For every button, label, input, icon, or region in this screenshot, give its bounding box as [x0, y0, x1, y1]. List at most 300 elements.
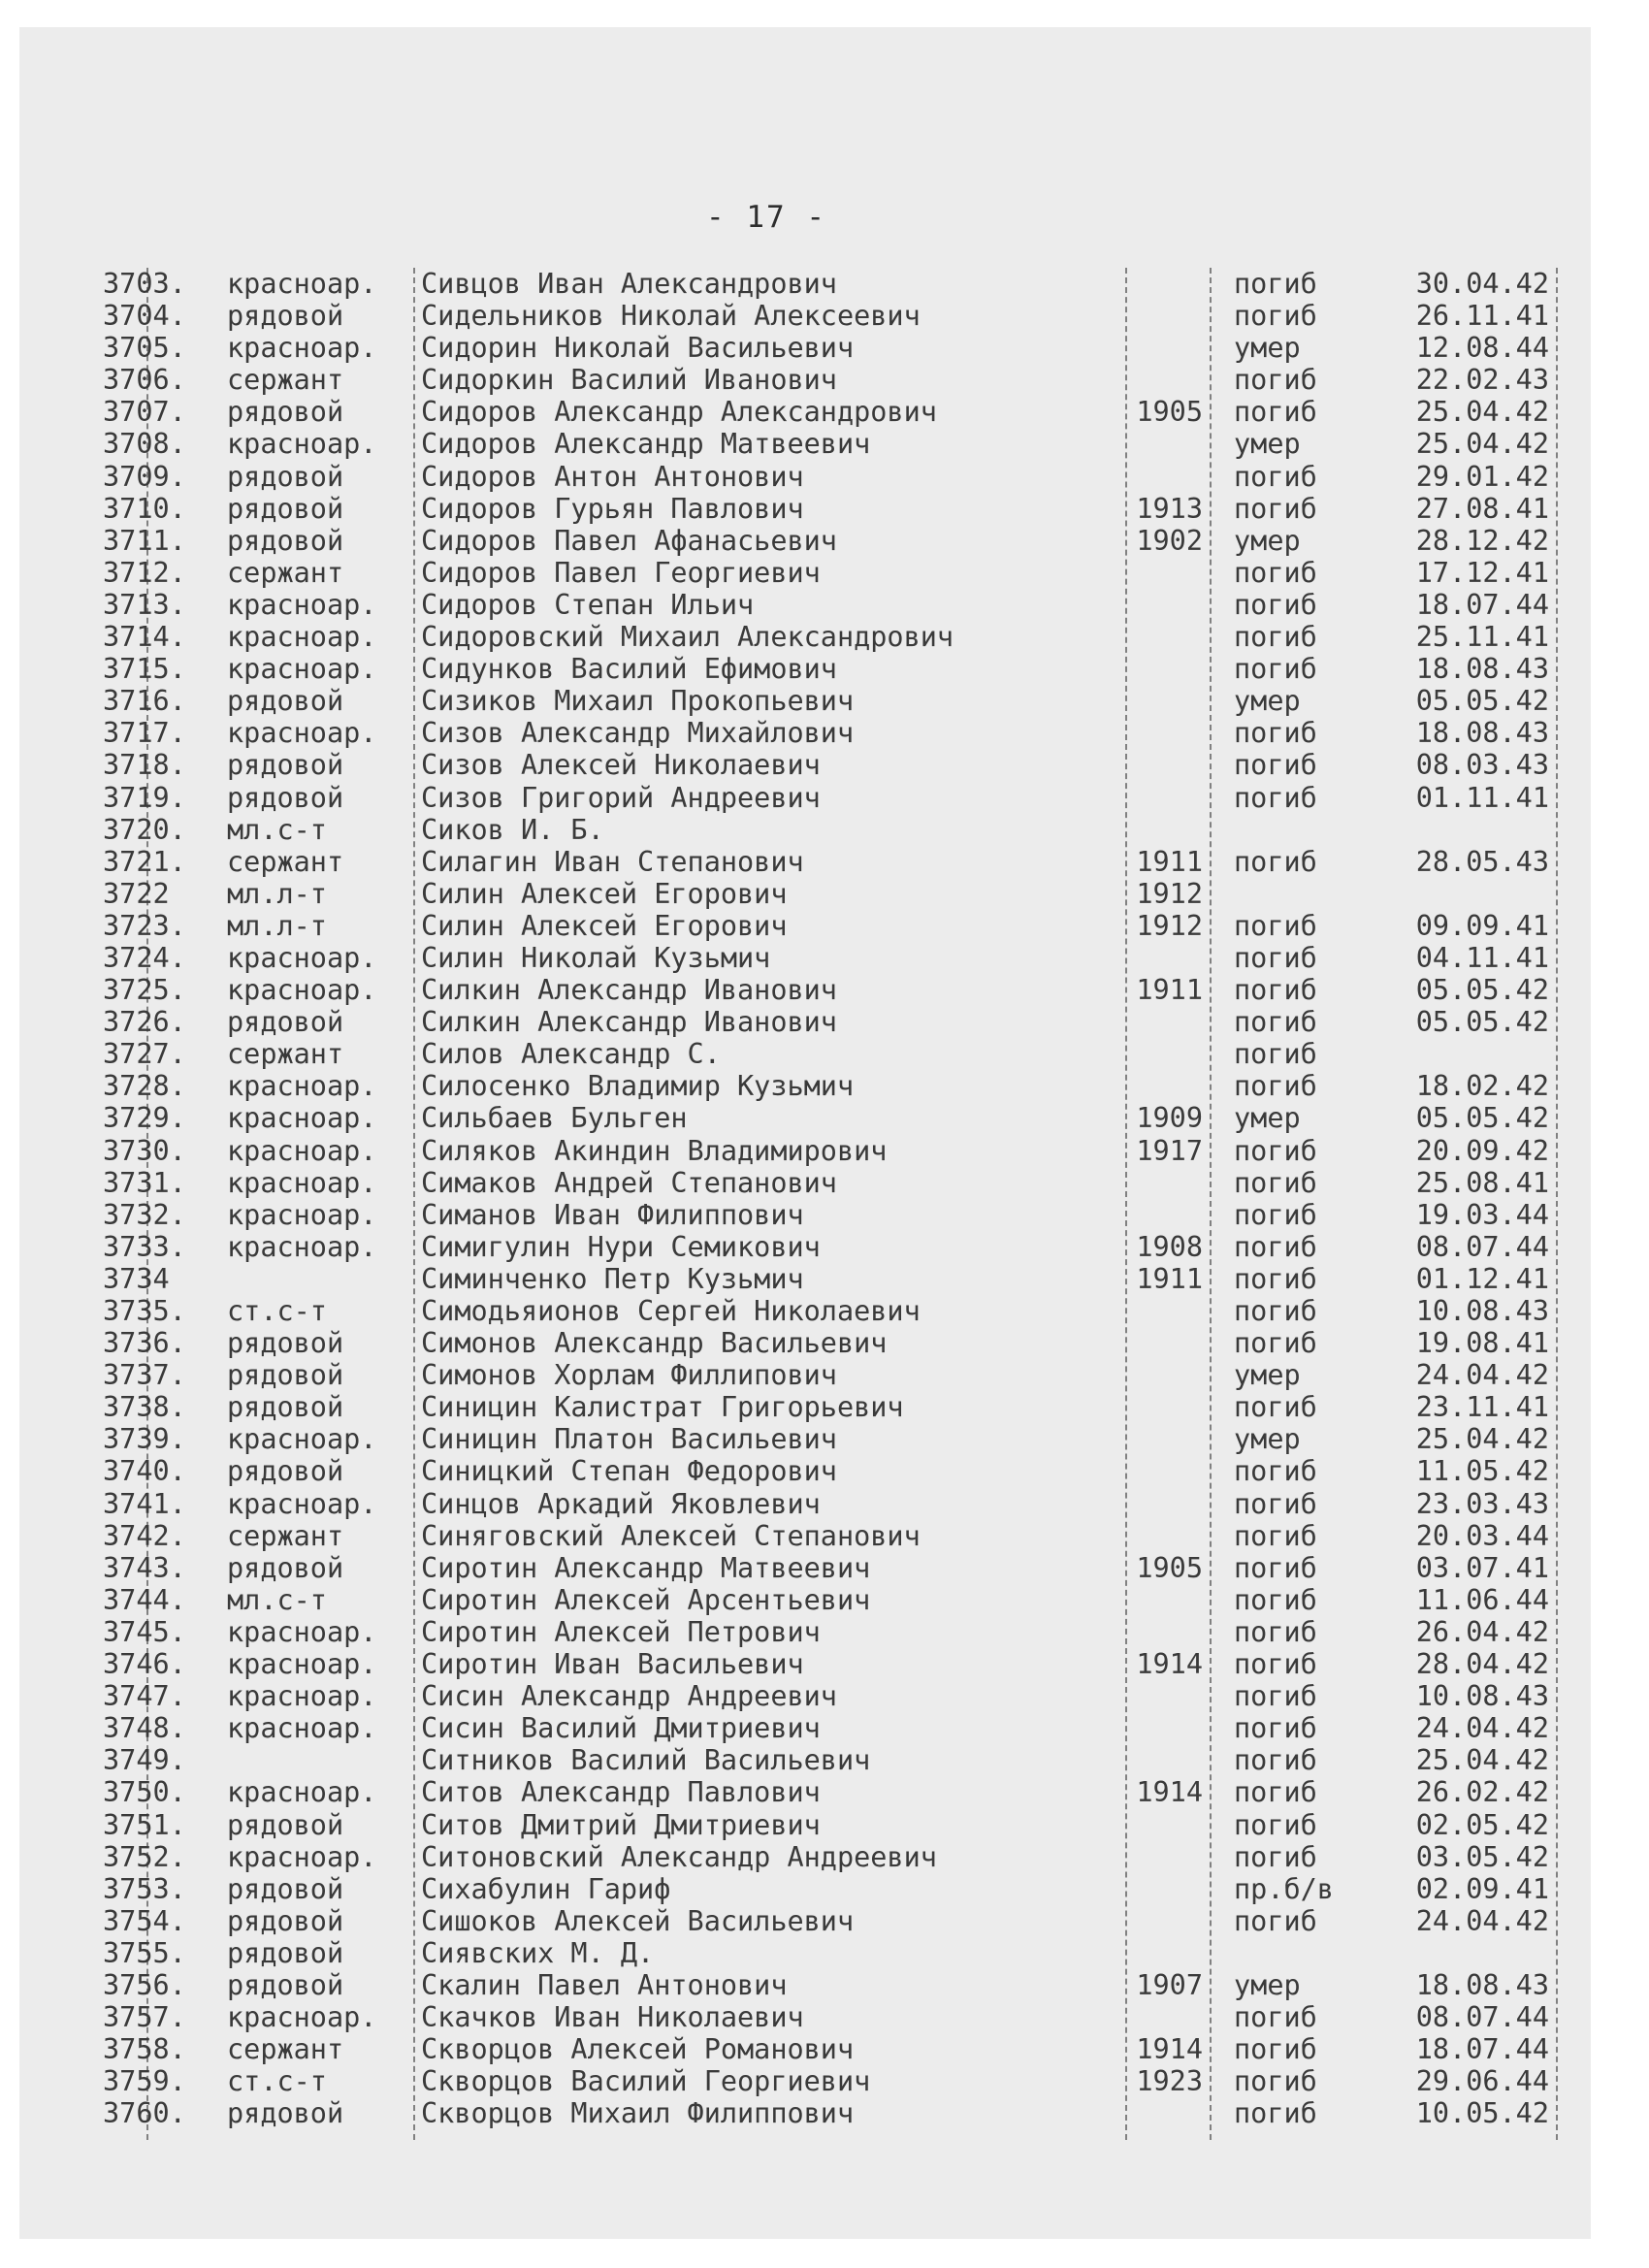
- date-of-death: 04.11.41: [1415, 941, 1549, 974]
- list-row: [89, 1359, 1564, 1391]
- fate-status: погиб: [1234, 974, 1317, 1007]
- record-number: 3718.: [103, 749, 186, 782]
- birth-year: 1912: [1136, 909, 1203, 942]
- list-row: [89, 428, 1564, 460]
- military-rank: рядовой: [227, 460, 344, 493]
- list-row: [89, 1776, 1564, 1808]
- fate-status: погиб: [1234, 717, 1317, 750]
- record-number: 3741.: [103, 1487, 186, 1520]
- record-number: 3722: [103, 877, 170, 910]
- record-number: 3703.: [103, 268, 186, 300]
- birth-year: 1905: [1136, 1551, 1203, 1584]
- list-row: [89, 2065, 1564, 2097]
- full-name: Сиротин Иван Васильевич: [421, 1648, 804, 1681]
- record-number: 3754.: [103, 1904, 186, 1937]
- list-row: [89, 557, 1564, 589]
- list-row: [89, 1167, 1564, 1199]
- birth-year: 1909: [1136, 1102, 1203, 1135]
- military-rank: красноар.: [227, 974, 377, 1007]
- birth-year: 1911: [1136, 845, 1203, 878]
- date-of-death: 28.12.42: [1415, 524, 1549, 557]
- fate-status: погиб: [1234, 1615, 1317, 1648]
- full-name: Симинченко Петр Кузьмич: [421, 1262, 804, 1295]
- military-rank: сержант: [227, 2033, 344, 2066]
- record-number: 3747.: [103, 1680, 186, 1713]
- fate-status: погиб: [1234, 1038, 1317, 1071]
- fate-status: погиб: [1234, 1198, 1317, 1231]
- record-number: 3733.: [103, 1230, 186, 1263]
- list-row: [89, 1455, 1564, 1487]
- record-number: 3743.: [103, 1551, 186, 1584]
- date-of-death: 18.02.42: [1415, 1070, 1549, 1103]
- fate-status: погиб: [1234, 1680, 1317, 1713]
- date-of-death: 28.05.43: [1415, 845, 1549, 878]
- military-rank: сержант: [227, 1519, 344, 1552]
- list-row: [89, 1488, 1564, 1520]
- date-of-death: 10.08.43: [1415, 1680, 1549, 1713]
- military-rank: красноар.: [227, 653, 377, 686]
- record-number: 3723.: [103, 909, 186, 942]
- military-rank: рядовой: [227, 524, 344, 557]
- fate-status: погиб: [1234, 2097, 1317, 2130]
- date-of-death: 05.05.42: [1415, 1102, 1549, 1135]
- full-name: Скворцов Михаил Филиппович: [421, 2097, 855, 2130]
- military-rank: рядовой: [227, 1936, 344, 1969]
- fate-status: погиб: [1234, 1070, 1317, 1103]
- birth-year: 1912: [1136, 877, 1203, 910]
- fate-status: умер: [1234, 332, 1301, 365]
- full-name: Симодьяионов Сергей Николаевич: [421, 1295, 921, 1327]
- record-number: 3739.: [103, 1423, 186, 1456]
- list-row: [89, 1873, 1564, 1905]
- fate-status: погиб: [1234, 1712, 1317, 1745]
- birth-year: 1913: [1136, 492, 1203, 525]
- fate-status: умер: [1234, 428, 1301, 461]
- date-of-death: 24.04.42: [1415, 1904, 1549, 1937]
- list-row: [89, 1969, 1564, 2001]
- date-of-death: 25.04.42: [1415, 396, 1549, 429]
- list-row: [89, 2033, 1564, 2065]
- list-row: [89, 846, 1564, 878]
- list-row: [89, 2001, 1564, 2033]
- full-name: Силагин Иван Степанович: [421, 845, 804, 878]
- record-number: 3737.: [103, 1359, 186, 1392]
- full-name: Силин Алексей Егорович: [421, 909, 788, 942]
- military-rank: рядовой: [227, 1391, 344, 1424]
- record-number: 3732.: [103, 1198, 186, 1231]
- military-rank: рядовой: [227, 685, 344, 718]
- page-number: - 17 -: [706, 200, 826, 235]
- full-name: Скворцов Василий Георгиевич: [421, 2065, 871, 2098]
- date-of-death: 02.05.42: [1415, 1808, 1549, 1841]
- fate-status: погиб: [1234, 1230, 1317, 1263]
- military-rank: красноар.: [227, 717, 377, 750]
- military-rank: красноар.: [227, 1423, 377, 1456]
- date-of-death: 25.08.41: [1415, 1166, 1549, 1199]
- birth-year: 1923: [1136, 2065, 1203, 2098]
- record-number: 3753.: [103, 1872, 186, 1905]
- list-row: [89, 1038, 1564, 1070]
- military-rank: красноар.: [227, 1712, 377, 1745]
- date-of-death: 20.03.44: [1415, 1519, 1549, 1552]
- full-name: Сильбаев Бульген: [421, 1102, 688, 1135]
- scanned-page: [19, 27, 1591, 2239]
- date-of-death: 02.09.41: [1415, 1872, 1549, 1905]
- date-of-death: 18.07.44: [1415, 2033, 1549, 2066]
- military-rank: сержант: [227, 845, 344, 878]
- date-of-death: 10.08.43: [1415, 1295, 1549, 1327]
- military-rank: мл.л-т: [227, 877, 327, 910]
- date-of-death: 27.08.41: [1415, 492, 1549, 525]
- birth-year: 1917: [1136, 1134, 1203, 1167]
- list-row: [89, 1391, 1564, 1423]
- list-row: [89, 1102, 1564, 1134]
- fate-status: погиб: [1234, 1551, 1317, 1584]
- record-number: 3752.: [103, 1840, 186, 1873]
- fate-status: умер: [1234, 524, 1301, 557]
- military-rank: мл.с-т: [227, 813, 327, 846]
- date-of-death: 22.02.43: [1415, 364, 1549, 397]
- list-row: [89, 1327, 1564, 1359]
- fate-status: погиб: [1234, 364, 1317, 397]
- full-name: Сиявских М. Д.: [421, 1936, 655, 1969]
- military-rank: рядовой: [227, 1808, 344, 1841]
- date-of-death: 29.06.44: [1415, 2065, 1549, 2098]
- full-name: Сисин Александр Андреевич: [421, 1680, 837, 1713]
- date-of-death: 18.08.43: [1415, 717, 1549, 750]
- fate-status: погиб: [1234, 1776, 1317, 1809]
- list-row: [89, 268, 1564, 300]
- record-number: 3704.: [103, 300, 186, 333]
- date-of-death: 11.06.44: [1415, 1583, 1549, 1616]
- record-number: 3760.: [103, 2097, 186, 2130]
- full-name: Силкин Александр Иванович: [421, 974, 837, 1007]
- date-of-death: 29.01.42: [1415, 460, 1549, 493]
- list-row: [89, 364, 1564, 396]
- list-row: [89, 1295, 1564, 1327]
- record-number: 3731.: [103, 1166, 186, 1199]
- full-name: Сизов Алексей Николаевич: [421, 749, 821, 782]
- record-number: 3750.: [103, 1776, 186, 1809]
- fate-status: погиб: [1234, 2033, 1317, 2066]
- military-rank: сержант: [227, 364, 344, 397]
- list-row: [89, 910, 1564, 942]
- military-rank: рядовой: [227, 1455, 344, 1488]
- fate-status: погиб: [1234, 588, 1317, 621]
- date-of-death: 25.11.41: [1415, 621, 1549, 654]
- fate-status: погиб: [1234, 396, 1317, 429]
- date-of-death: 09.09.41: [1415, 909, 1549, 942]
- full-name: Синицин Калистрат Григорьевич: [421, 1391, 904, 1424]
- record-number: 3755.: [103, 1936, 186, 1969]
- record-number: 3728.: [103, 1070, 186, 1103]
- full-name: Сидоркин Василий Иванович: [421, 364, 837, 397]
- military-rank: красноар.: [227, 941, 377, 974]
- full-name: Сишоков Алексей Васильевич: [421, 1904, 855, 1937]
- military-rank: красноар.: [227, 1648, 377, 1681]
- full-name: Ситоновский Александр Андреевич: [421, 1840, 937, 1873]
- list-row: [89, 493, 1564, 525]
- full-name: Сидоровский Михаил Александрович: [421, 621, 954, 654]
- list-row: [89, 1616, 1564, 1648]
- birth-year: 1914: [1136, 1776, 1203, 1809]
- full-name: Сидоров Павел Георгиевич: [421, 556, 821, 589]
- list-row: [89, 1231, 1564, 1263]
- full-name: Ситов Дмитрий Дмитриевич: [421, 1808, 821, 1841]
- military-rank: красноар.: [227, 1166, 377, 1199]
- military-rank: красноар.: [227, 1134, 377, 1167]
- full-name: Симанов Иван Филиппович: [421, 1198, 804, 1231]
- fate-status: погиб: [1234, 1648, 1317, 1681]
- fate-status: погиб: [1234, 1455, 1317, 1488]
- record-number: 3746.: [103, 1648, 186, 1681]
- military-rank: рядовой: [227, 781, 344, 814]
- date-of-death: 05.05.42: [1415, 974, 1549, 1007]
- list-row: [89, 525, 1564, 557]
- date-of-death: 26.11.41: [1415, 300, 1549, 333]
- record-number: 3708.: [103, 428, 186, 461]
- birth-year: 1905: [1136, 396, 1203, 429]
- military-rank: ст.с-т: [227, 1295, 327, 1327]
- full-name: Силяков Акиндин Владимирович: [421, 1134, 888, 1167]
- list-row: [89, 2097, 1564, 2129]
- record-number: 3720.: [103, 813, 186, 846]
- fate-status: погиб: [1234, 1327, 1317, 1360]
- military-rank: красноар.: [227, 2001, 377, 2034]
- military-rank: ст.с-т: [227, 2065, 327, 2098]
- record-number: 3740.: [103, 1455, 186, 1488]
- military-rank: мл.с-т: [227, 1583, 327, 1616]
- list-row: [89, 653, 1564, 685]
- list-row: [89, 396, 1564, 428]
- military-rank: рядовой: [227, 1551, 344, 1584]
- date-of-death: 12.08.44: [1415, 332, 1549, 365]
- military-rank: красноар.: [227, 428, 377, 461]
- fate-status: пр.б/в: [1234, 1872, 1334, 1905]
- military-rank: красноар.: [227, 1198, 377, 1231]
- date-of-death: 03.07.41: [1415, 1551, 1549, 1584]
- full-name: Сиков И. Б.: [421, 813, 604, 846]
- record-number: 3749.: [103, 1744, 186, 1777]
- list-row: [89, 749, 1564, 781]
- list-row: [89, 1841, 1564, 1873]
- date-of-death: 26.04.42: [1415, 1615, 1549, 1648]
- fate-status: погиб: [1234, 845, 1317, 878]
- fate-status: погиб: [1234, 1166, 1317, 1199]
- full-name: Силов Александр С.: [421, 1038, 721, 1071]
- record-number: 3758.: [103, 2033, 186, 2066]
- fate-status: погиб: [1234, 556, 1317, 589]
- military-rank: красноар.: [227, 621, 377, 654]
- date-of-death: 18.08.43: [1415, 653, 1549, 686]
- fate-status: погиб: [1234, 781, 1317, 814]
- full-name: Силин Николай Кузьмич: [421, 941, 771, 974]
- military-rank: рядовой: [227, 492, 344, 525]
- list-row: [89, 300, 1564, 332]
- record-number: 3742.: [103, 1519, 186, 1552]
- fate-status: погиб: [1234, 1295, 1317, 1327]
- date-of-death: 24.04.42: [1415, 1712, 1549, 1745]
- fate-status: погиб: [1234, 1487, 1317, 1520]
- military-rank: рядовой: [227, 1968, 344, 2001]
- fate-status: погиб: [1234, 1006, 1317, 1039]
- fate-status: умер: [1234, 685, 1301, 718]
- record-number: 3707.: [103, 396, 186, 429]
- date-of-death: 08.07.44: [1415, 1230, 1549, 1263]
- birth-year: 1907: [1136, 1968, 1203, 2001]
- birth-year: 1911: [1136, 1262, 1203, 1295]
- fate-status: погиб: [1234, 2001, 1317, 2034]
- date-of-death: 18.08.43: [1415, 1968, 1549, 2001]
- date-of-death: 01.11.41: [1415, 781, 1549, 814]
- military-rank: сержант: [227, 1038, 344, 1071]
- full-name: Силкин Александр Иванович: [421, 1006, 837, 1039]
- date-of-death: 24.04.42: [1415, 1359, 1549, 1392]
- list-row: [89, 1006, 1564, 1038]
- military-rank: сержант: [227, 556, 344, 589]
- record-number: 3725.: [103, 974, 186, 1007]
- record-number: 3748.: [103, 1712, 186, 1745]
- military-rank: рядовой: [227, 1327, 344, 1360]
- fate-status: погиб: [1234, 1519, 1317, 1552]
- full-name: Синицкий Степан Федорович: [421, 1455, 837, 1488]
- military-rank: рядовой: [227, 1904, 344, 1937]
- record-number: 3738.: [103, 1391, 186, 1424]
- date-of-death: 05.05.42: [1415, 1006, 1549, 1039]
- fate-status: умер: [1234, 1423, 1301, 1456]
- military-rank: рядовой: [227, 749, 344, 782]
- date-of-death: 28.04.42: [1415, 1648, 1549, 1681]
- military-rank: красноар.: [227, 268, 377, 300]
- fate-status: погиб: [1234, 1134, 1317, 1167]
- record-number: 3719.: [103, 781, 186, 814]
- full-name: Сизиков Михаил Прокопьевич: [421, 685, 855, 718]
- record-number: 3756.: [103, 1968, 186, 2001]
- record-number: 3713.: [103, 588, 186, 621]
- record-number: 3729.: [103, 1102, 186, 1135]
- date-of-death: 17.12.41: [1415, 556, 1549, 589]
- fate-status: умер: [1234, 1102, 1301, 1135]
- full-name: Сидорин Николай Васильевич: [421, 332, 855, 365]
- record-number: 3710.: [103, 492, 186, 525]
- list-row: [89, 1648, 1564, 1680]
- list-row: [89, 1070, 1564, 1102]
- full-name: Сидоров Антон Антонович: [421, 460, 804, 493]
- full-name: Сидоров Гурьян Павлович: [421, 492, 804, 525]
- fate-status: погиб: [1234, 653, 1317, 686]
- full-name: Сидоров Александр Александрович: [421, 396, 937, 429]
- record-number: 3736.: [103, 1327, 186, 1360]
- record-number: 3714.: [103, 621, 186, 654]
- list-row: [89, 461, 1564, 493]
- record-number: 3717.: [103, 717, 186, 750]
- military-rank: рядовой: [227, 2097, 344, 2130]
- full-name: Сидоров Павел Афанасьевич: [421, 524, 837, 557]
- list-row: [89, 878, 1564, 910]
- full-name: Силосенко Владимир Кузьмич: [421, 1070, 855, 1103]
- military-rank: красноар.: [227, 1840, 377, 1873]
- military-rank: красноар.: [227, 1615, 377, 1648]
- record-number: 3724.: [103, 941, 186, 974]
- full-name: Скачков Иван Николаевич: [421, 2001, 804, 2034]
- date-of-death: 03.05.42: [1415, 1840, 1549, 1873]
- full-name: Силин Алексей Егорович: [421, 877, 788, 910]
- record-number: 3711.: [103, 524, 186, 557]
- fate-status: погиб: [1234, 749, 1317, 782]
- record-number: 3709.: [103, 460, 186, 493]
- fate-status: умер: [1234, 1968, 1301, 2001]
- full-name: Симонов Хорлам Филлипович: [421, 1359, 837, 1392]
- record-number: 3716.: [103, 685, 186, 718]
- date-of-death: 23.11.41: [1415, 1391, 1549, 1424]
- record-number: 3730.: [103, 1134, 186, 1167]
- date-of-death: 20.09.42: [1415, 1134, 1549, 1167]
- casualty-list: [89, 268, 1564, 2129]
- list-row: [89, 974, 1564, 1006]
- military-rank: красноар.: [227, 1776, 377, 1809]
- list-row: [89, 1263, 1564, 1295]
- full-name: Сидельников Николай Алексеевич: [421, 300, 921, 333]
- birth-year: 1902: [1136, 524, 1203, 557]
- record-number: 3751.: [103, 1808, 186, 1841]
- record-number: 3715.: [103, 653, 186, 686]
- list-row: [89, 717, 1564, 749]
- full-name: Сиротин Александр Матвеевич: [421, 1551, 871, 1584]
- fate-status: погиб: [1234, 300, 1317, 333]
- date-of-death: 30.04.42: [1415, 268, 1549, 300]
- full-name: Ситников Василий Васильевич: [421, 1744, 871, 1777]
- date-of-death: 08.07.44: [1415, 2001, 1549, 2034]
- full-name: Сидоров Александр Матвеевич: [421, 428, 871, 461]
- fate-status: погиб: [1234, 492, 1317, 525]
- date-of-death: 08.03.43: [1415, 749, 1549, 782]
- full-name: Симаков Андрей Степанович: [421, 1166, 837, 1199]
- record-number: 3757.: [103, 2001, 186, 2034]
- military-rank: рядовой: [227, 396, 344, 429]
- record-number: 3712.: [103, 556, 186, 589]
- date-of-death: 19.03.44: [1415, 1198, 1549, 1231]
- list-row: [89, 1423, 1564, 1455]
- fate-status: погиб: [1234, 268, 1317, 300]
- record-number: 3721.: [103, 845, 186, 878]
- fate-status: погиб: [1234, 1808, 1317, 1841]
- record-number: 3745.: [103, 1615, 186, 1648]
- full-name: Синцов Аркадий Яковлевич: [421, 1487, 821, 1520]
- military-rank: рядовой: [227, 1006, 344, 1039]
- full-name: Сивцов Иван Александрович: [421, 268, 837, 300]
- fate-status: погиб: [1234, 1583, 1317, 1616]
- military-rank: красноар.: [227, 588, 377, 621]
- military-rank: красноар.: [227, 1070, 377, 1103]
- full-name: Сихабулин Гариф: [421, 1872, 671, 1905]
- record-number: 3744.: [103, 1583, 186, 1616]
- military-rank: мл.л-т: [227, 909, 327, 942]
- list-row: [89, 1680, 1564, 1712]
- record-number: 3726.: [103, 1006, 186, 1039]
- record-number: 3727.: [103, 1038, 186, 1071]
- record-number: 3706.: [103, 364, 186, 397]
- military-rank: рядовой: [227, 1359, 344, 1392]
- military-rank: красноар.: [227, 332, 377, 365]
- list-row: [89, 1744, 1564, 1776]
- list-row: [89, 685, 1564, 717]
- birth-year: 1914: [1136, 1648, 1203, 1681]
- list-row: [89, 589, 1564, 621]
- fate-status: погиб: [1234, 621, 1317, 654]
- record-number: 3759.: [103, 2065, 186, 2098]
- list-row: [89, 1520, 1564, 1552]
- full-name: Сидоров Степан Ильич: [421, 588, 755, 621]
